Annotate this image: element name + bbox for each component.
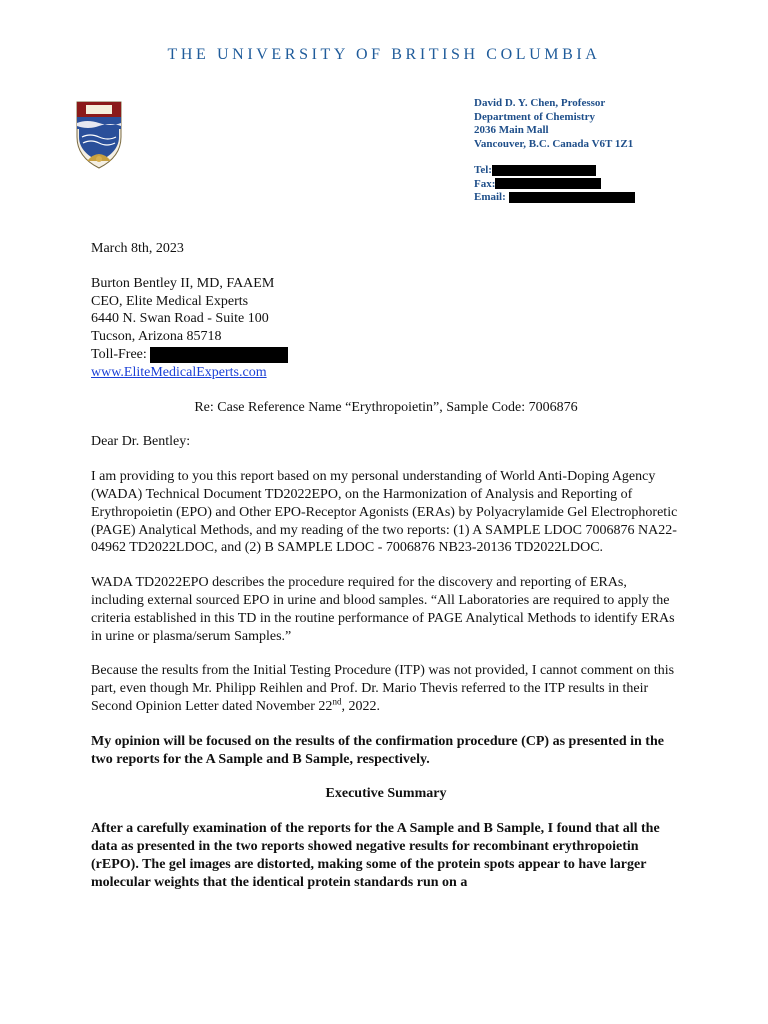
recipient-name: Burton Bentley II, MD, FAAEM [91,275,275,291]
section-heading: Executive Summary [325,786,447,802]
email-label: Email: [474,191,506,203]
redaction-block [495,178,601,189]
paragraph-opinion: My opinion will be focused on the results of the confirmation procedure (CP) as presented in the two reports for the A Sample and B Sample, respectively. [91,733,664,767]
paragraph-wada: WADA TD2022EPO describes the procedure required for the discovery and reporting of ERAs, including external sourced EPO in urine and blood samples. “All Laboratories are required to apply the criteria established in this TD in the routine performance of PAGE Analytical Methods to identify ERAs in urine or plasma/serum Samples.” [91,575,675,644]
recipient-block [91,275,681,382]
paragraph-itp-end: , 2022. [341,698,380,714]
redaction-block [492,165,596,176]
sender-email [474,191,635,205]
ubc-crest-icon [74,99,124,169]
recipient-city: Tucson, Arizona 85718 [91,329,222,345]
paragraph-summary: After a carefully examination of the reports for the A Sample and B Sample, I found that all the data as presented in the two reports showed negative results for recombinant erythropoietin (rEPO). The gel images are distorted, making some of the protein spots appear to have larger molecular weights that the identical protein standards run on a [91,821,660,890]
re-line: Re: Case Reference Name “Erythropoietin”, Sample Code: 7006876 [194,399,578,415]
sender-department: Department of Chemistry [474,110,595,123]
sender-fax [474,178,635,192]
paragraph-itp [91,662,681,715]
tel-label: Tel: [474,164,492,176]
ordinal-suffix: nd [332,696,342,707]
recipient-street: 6440 N. Swan Road - Suite 100 [91,311,269,327]
recipient-title: CEO, Elite Medical Experts [91,293,249,309]
sender-name: David D. Y. Chen, Professor [474,97,606,109]
recipient-website-link[interactable]: www.EliteMedicalExperts.com [91,364,267,380]
salutation: Dear Dr. Bentley: [91,434,191,450]
redaction-block [150,347,288,363]
letter-date: March 8th, 2023 [91,241,184,256]
sender-address [474,97,635,205]
recipient-tollfree [91,346,681,364]
fax-label: Fax: [474,177,496,190]
redaction-block [509,192,635,203]
sender-city: Vancouver, B.C. Canada V6T 1Z1 [474,137,634,150]
letter-body [91,240,681,908]
sender-street: 2036 Main Mall [474,124,549,136]
tollfree-label: Toll-Free: [91,346,147,362]
paragraph-intro: I am providing to you this report based on my personal understanding of World Anti-Doping Agency (WADA) Technical Document TD2022EPO, on the Harmonization of Analysis and Reporting of Erythropoietin (EPO) and Other EPO-Receptor Agonists (ERAs) by Polyacrylamide Gel Electrophoretic (PAGE) Analytical Methods, and my reading of the two reports: (1) A SAMPLE LDOC 7006876 NA22-04962 TD2022LDOC, and (2) B SAMPLE LDOC - 7006876 NB23-20136 TD2022LDOC. [91,469,678,556]
paragraph-itp-text: Because the results from the Initial Testing Procedure (ITP) was not provided, I cannot comment on this part, even though Mr. Philipp Reihlen and Prof. Dr. Mario Thevis referred to the ITP results in their Second Opinion Letter dated November 22 [91,663,675,714]
sender-tel [474,164,635,178]
university-header: THE UNIVERSITY OF BRITISH COLUMBIA [167,46,601,63]
